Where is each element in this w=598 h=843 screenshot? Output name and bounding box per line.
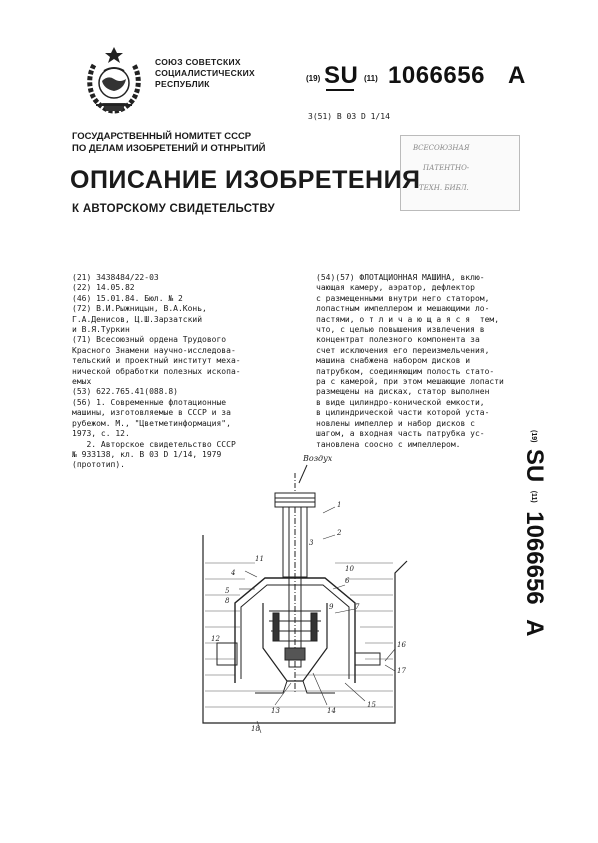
biblio-line: (53) 622.765.41(088.8) (72, 387, 178, 397)
biblio-line: тельский и проектный институт меха- (72, 356, 241, 366)
ipc-class: 3(51) В 03 D 1/14 (308, 112, 390, 121)
document-title: ОПИСАНИЕ ИЗОБРЕТЕНИЯ (70, 166, 421, 194)
kind-code: A (508, 62, 526, 89)
claim-line: патрубком, соединяющим полость стато- (316, 366, 495, 376)
biblio-line: (56) 1. Современные флотационные (72, 397, 227, 407)
pulley (275, 493, 315, 507)
part-label: 15 (367, 701, 376, 709)
vertical-publication-number (521, 430, 566, 680)
biblio-line: (72) В.И.Рыжницын, В.А.Конь, (72, 304, 207, 314)
part-label: 18 (251, 725, 260, 733)
part-label: 3 (309, 539, 314, 547)
claim-line: машина снабжена набором дисков и (316, 356, 471, 366)
committee-line: ПО ДЕЛАМ ИЗОБРЕТЕНИЙ И ОТНРЫТИЙ (72, 143, 266, 154)
part-label: 1 (337, 501, 342, 509)
claim-line: в цилиндрической части которой уста- (316, 408, 490, 418)
part-label: 12 (211, 635, 220, 643)
org-line: РЕСПУБЛИК (155, 79, 210, 89)
biblio-line: № 933138, кл. В 03 D 1/14, 1979 (72, 449, 222, 459)
part-label: 8 (225, 597, 230, 605)
claim-line: счет исключения его переизмельчения, (316, 345, 490, 355)
biblio-line: (71) Всесоюзный ордена Трудового (72, 335, 227, 345)
technical-drawing (195, 443, 415, 733)
claim-line: шагом, а входная часть патрубка ус- (316, 429, 485, 439)
code-19-vertical: (19) (530, 430, 538, 443)
claim-line: чающая камеру, аэратор, дефлектор (316, 283, 475, 293)
claim-line: что, с целью повышения извлечения в (316, 325, 485, 335)
country-code-vertical: SU (521, 448, 548, 483)
air-label: Воздух (303, 454, 333, 463)
kind-code-vertical: A (521, 619, 548, 637)
claim-text (316, 273, 531, 450)
claim-line: концентрат полезного компонента за (316, 335, 480, 345)
patent-number: 1066656 (388, 62, 485, 89)
part-label: 17 (397, 667, 406, 675)
issuing-state (155, 57, 255, 90)
biblio-line: рубежом. М., "Цветметинформация", (72, 418, 231, 428)
biblio-line: Красного Знамени научно-исследова- (72, 345, 236, 355)
part-label: 14 (327, 707, 336, 715)
claim-line: с размещенными внутри него статором, (316, 293, 490, 303)
ussr-emblem-icon (82, 45, 146, 117)
part-label: 11 (255, 555, 264, 563)
biblio-line: нической обработки полезных ископа- (72, 366, 241, 376)
part-label: 5 (225, 587, 230, 595)
biblio-line: (22) 14.05.82 (72, 283, 135, 293)
biblio-line: (21) 3438484/22-03 (72, 273, 159, 282)
code-19: (19) (306, 74, 321, 83)
part-label: 10 (345, 565, 354, 573)
part-label: 6 (345, 577, 350, 585)
biblio-line: 2. Авторское свидетельство СССР (72, 439, 236, 449)
part-label: 7 (355, 603, 360, 611)
publication-number (306, 62, 576, 92)
biblio-line: Г.А.Денисов, Ц.Ш.Зарзатский (72, 314, 203, 324)
stamp-line: ПАТЕНТНО- (423, 164, 470, 172)
part-label: 13 (271, 707, 280, 715)
biblio-line: и В.Я.Туркин (72, 325, 130, 335)
org-line: СОЦИАЛИСТИЧЕСКИХ (155, 68, 255, 78)
stamp-line: ВСЕСОЮЗНАЯ (413, 144, 470, 152)
biblio-line: емых (72, 377, 92, 387)
code-11: (11) (364, 74, 378, 83)
bibliographic-data (72, 273, 302, 471)
biblio-line: машины, изготовляемые в СССР и за (72, 408, 231, 418)
claim-line: новлены импеллер и набор дисков с (316, 418, 475, 428)
part-label: 16 (397, 641, 406, 649)
claim-line: (54)(57) ФЛОТАЦИОННАЯ МАШИНА, вклю- (316, 273, 485, 282)
part-label: 9 (329, 603, 334, 611)
stamp-line: ТЕХН. БИБЛ. (419, 184, 469, 192)
biblio-line: (46) 15.01.84. Бюл. № 2 (72, 293, 183, 303)
claim-line: лопастным импеллером и мешающими ло- (316, 304, 490, 314)
claim-line: пастями, о т л и ч а ю щ а я с я тем, (316, 314, 500, 324)
patent-number-vertical: 1066656 (521, 511, 548, 605)
document-subtitle: К АВТОРСКОМУ СВИДЕТЕЛЬСТВУ (72, 203, 275, 215)
air-arrow (299, 465, 307, 483)
part-label: 2 (337, 529, 342, 537)
biblio-line: (прототип). (72, 460, 125, 470)
claim-line: размещены на дисках, статор выполнен (316, 387, 490, 397)
committee-line: ГОСУДАРСТВЕННЫЙ НОМИТЕТ СССР (72, 131, 252, 142)
part-label: 4 (231, 569, 236, 577)
org-line: СОЮЗ СОВЕТСКИХ (155, 57, 241, 67)
claim-line: ра с камерой, при этом мешающие лопасти (316, 377, 504, 387)
left-inlet (217, 643, 237, 665)
country-code: SU (324, 62, 359, 89)
biblio-line: 1973, с. 12. (72, 429, 130, 439)
committee (72, 131, 266, 155)
claim-line: тановлена соосно с импеллером. (316, 439, 461, 449)
underline (326, 89, 354, 91)
code-11-vertical: (11) (530, 490, 538, 503)
claim-line: в виде цилиндро-конической емкости, (316, 397, 485, 407)
